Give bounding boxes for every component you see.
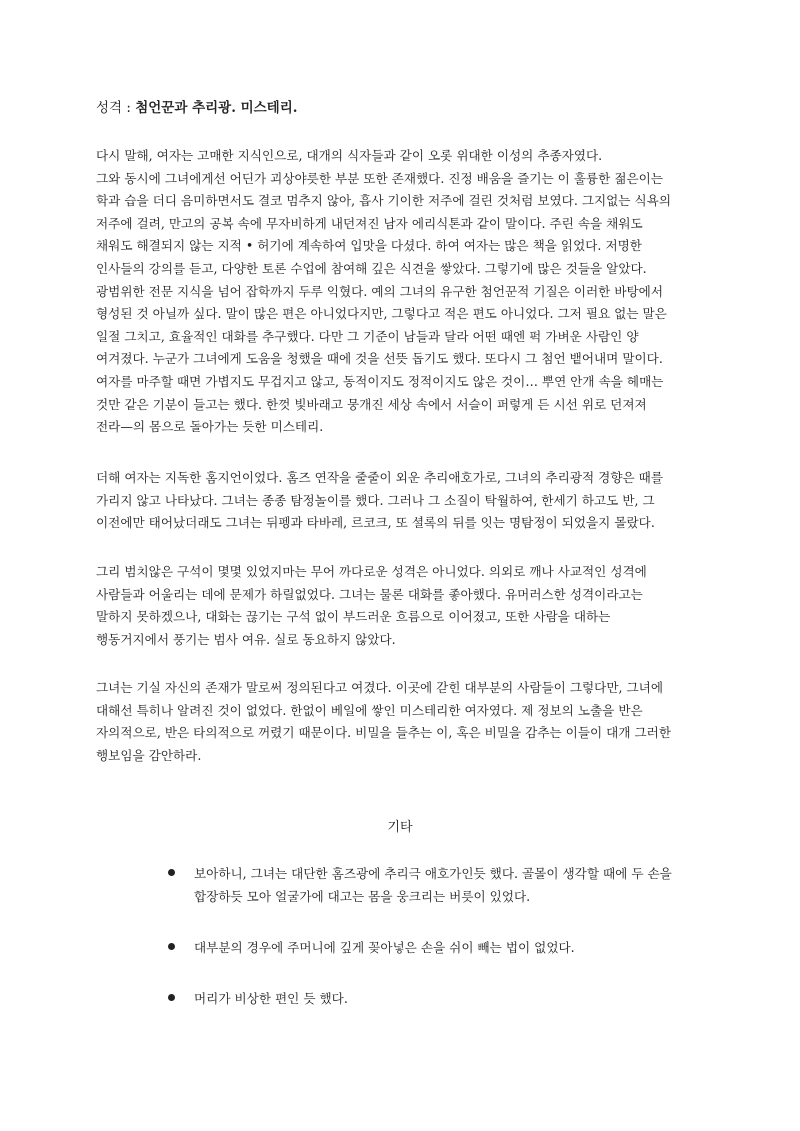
bullet-dot-icon bbox=[168, 869, 175, 876]
paragraph-line: 학과 습을 더디 음미하면서도 결코 멈추지 않아, 흡사 기이한 저주에 걸린 것처럼 보였다. 그지없는 식욕의 bbox=[96, 193, 672, 209]
list-item-line: 보아하니, 그녀는 대단한 홈즈광에 추리극 애호가인듯 했다. 골몰이 생각할 때에 두 손을 bbox=[194, 866, 672, 881]
paragraph-sociability bbox=[96, 561, 706, 651]
paragraph-line: 형성된 것 아닐까 싶다. 말이 많은 편은 아니었다지만, 그렇다고 적은 편도 아니었다. 그저 필요 없는 말은 bbox=[96, 306, 667, 322]
bullet-dot-icon bbox=[168, 943, 175, 950]
list-item bbox=[168, 936, 728, 959]
paragraph-line: 여자를 마주할 때면 가볍지도 무겁지고 않고, 동적이지도 정적이지도 않은 것이… 뿌연 안개 속을 헤매는 bbox=[96, 373, 664, 389]
paragraph-line: 광범위한 전문 지식을 넘어 잡학까지 두루 익혔다. 예의 그녀의 유구한 첨언꾼적 기질은 이러한 바탕에서 bbox=[96, 283, 663, 299]
paragraph-line: 자의적으로, 반은 타의적으로 꺼렸기 때문이다. 비밀을 들추는 이, 혹은 비밀을 감추는 이들이 대개 그러한 bbox=[96, 725, 672, 741]
paragraph-line: 행보임을 감안하라. bbox=[96, 747, 202, 763]
paragraph-line: 사람들과 어울리는 데에 문제가 하릴없었다. 그녀는 물론 대화를 좋아했다. 유머러스한 성격이라고는 bbox=[96, 586, 643, 602]
paragraph-line: 이전에만 태어났더래도 그녀는 뒤펭과 타바레, 르코크, 또 셜록의 뒤를 잇는 명탐정이 되었을지 몰랐다. bbox=[96, 515, 655, 531]
paragraph-line: 더해 여자는 지독한 홈지언이었다. 홈즈 연작을 줄줄이 외운 추리애호가로, 그녀의 추리광적 경향은 때를 bbox=[96, 470, 663, 485]
paragraph-line: 말하지 못하겠으나, 대화는 끊기는 구석 없이 부드러운 흐름으로 이어졌고, 또한 사람을 대하는 bbox=[96, 609, 611, 625]
paragraph-line: 저주에 걸려, 만고의 공복 속에 무자비하게 내던져진 남자 에리식톤과 같이 말이다. 주린 속을 채워도 bbox=[96, 215, 643, 231]
bullet-dot-icon bbox=[168, 994, 175, 1001]
paragraph-line: 다시 말해, 여자는 고매한 지식인으로, 대개의 식자들과 같이 오롯 위대한 이성의 추종자였다. bbox=[96, 148, 603, 163]
paragraph-intellect bbox=[96, 145, 706, 439]
list-item-line: 대부분의 경우에 주머니에 깊게 꽂아넣은 손을 쉬이 빼는 법이 없었다. bbox=[194, 940, 575, 955]
paragraph-line: 일절 그치고, 효율적인 대화를 추구했다. 다만 그 기준이 남들과 달라 어떤 때엔 퍽 가벼운 사람인 양 bbox=[96, 328, 639, 344]
paragraph-line: 그와 동시에 그녀에게선 어딘가 괴상야릇한 부분 또한 존재했다. 진정 배움을 즐기는 이 훌륭한 젊은이는 bbox=[96, 170, 663, 186]
list-item-line: 합장하듯 모아 얼굴가에 대고는 몸을 웅크리는 버릇이 있었다. bbox=[194, 889, 531, 904]
list-item bbox=[168, 987, 728, 1010]
personality-heading bbox=[96, 98, 297, 118]
paragraph-line: 가리지 않고 나타났다. 그녀는 종종 탐정놀이를 했다. 그러나 그 소질이 탁월하여, 한세기 하고도 반, 그 bbox=[96, 492, 655, 508]
paragraph-line: 인사들의 강의를 듣고, 다양한 토론 수업에 참여해 깊은 식견을 쌓았다. 그렇기에 많은 것들을 알았다. bbox=[96, 260, 647, 276]
paragraph-line: 여겨졌다. 누군가 그녀에게 도움을 청했을 때에 것을 선뜻 돕기도 했다. 또다시 그 첨언 뱉어내며 말이다. bbox=[96, 351, 663, 367]
section-title-etc: 기타 bbox=[387, 820, 413, 835]
paragraph-line: 그리 범치않은 구석이 몇몇 있었지마는 무어 까다로운 성격은 아니었다. 의외로 깨나 사교적인 성격에 bbox=[96, 564, 647, 579]
heading-label: 성격 : bbox=[96, 100, 131, 116]
paragraph-line: 그녀는 기실 자신의 존재가 말로써 정의된다고 여겼다. 이곳에 갇힌 대부분의 사람들이 그렇다만, 그녀에 bbox=[96, 680, 663, 695]
paragraph-line: 것만 같은 기분이 들고는 했다. 한껏 빛바래고 뭉개진 세상 속에서 서슬이 퍼렇게 든 시선 위로 던져져 bbox=[96, 396, 647, 412]
paragraph-line: 행동거지에서 풍기는 범사 여유. 실로 동요하지 않았다. bbox=[96, 631, 396, 647]
bullet-list bbox=[168, 862, 728, 1038]
paragraph-mystery bbox=[96, 677, 706, 767]
list-item bbox=[168, 862, 728, 908]
heading-value: 첨언꾼과 추리광. 미스테리. bbox=[135, 100, 298, 116]
paragraph-line: 채워도 해결되지 않는 지적 • 허기에 계속하여 입맛을 다셨다. 하여 여자는 많은 책을 읽었다. 저명한 bbox=[96, 238, 642, 254]
paragraph-detective bbox=[96, 467, 706, 535]
list-item-line: 머리가 비상한 편인 듯 했다. bbox=[194, 991, 348, 1006]
paragraph-line: 대해선 특히나 알려진 것이 없었다. 한없이 베일에 쌓인 미스테리한 여자였다. 제 정보의 노출을 반은 bbox=[96, 702, 643, 718]
paragraph-line: 전라—의 몸으로 돌아가는 듯한 미스테리. bbox=[96, 419, 324, 435]
